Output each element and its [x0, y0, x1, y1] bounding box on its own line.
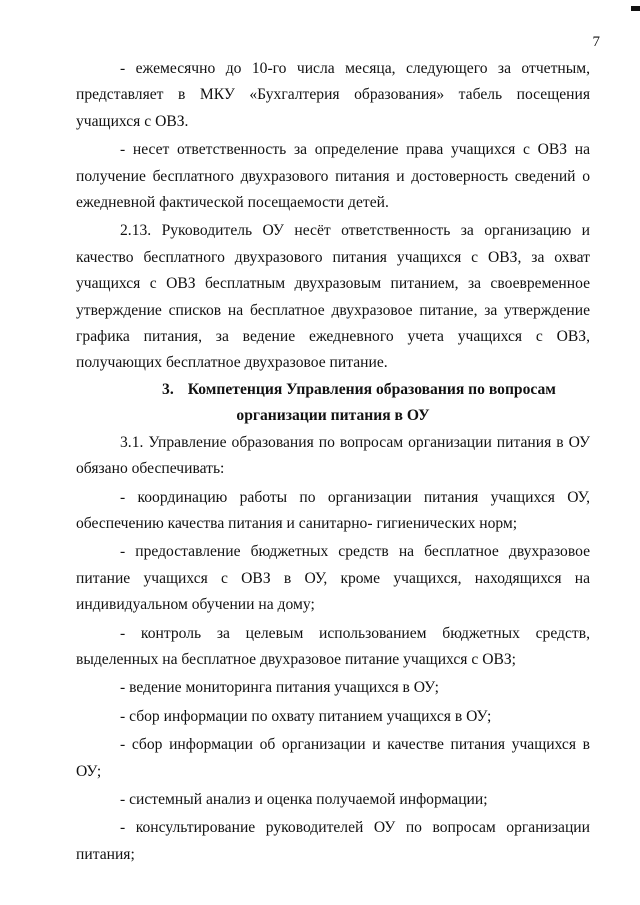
list-item-monitoring: - ведение мониторинга питания учащихся в ОУ; — [120, 679, 439, 697]
document-body — [76, 56, 590, 868]
section-3-heading-line1 — [76, 377, 590, 403]
page-number: 7 — [592, 34, 600, 50]
section-3-title-part1: Компетенция Управления образования по вопросам — [187, 380, 556, 398]
list-item-quality-info: - сбор информации об организации и качестве питания учащихся в ОУ; — [76, 736, 590, 780]
paragraph-monthly-report: - ежемесячно до 10-го числа месяца, следующего за отчетным, представляет в МКУ «Бухгалтерия образования» табель посещения учащихся с ОВЗ. — [76, 60, 590, 130]
section-3-heading-line2: организации питания в ОУ — [236, 407, 430, 425]
list-item-budget: - предоставление бюджетных средств на бесплатное двухразовое питание учащихся с ОВЗ в ОУ, кроме учащихся, находящихся на индивидуальном обучении на дому; — [76, 543, 590, 614]
list-item-coverage-info: - сбор информации по охвату питанием учащихся в ОУ; — [120, 707, 492, 725]
section-3-number: 3. — [162, 380, 174, 398]
list-item-control: - контроль за целевым использованием бюджетных средств, выделенных на бесплатное двухразовое питание учащихся с ОВЗ; — [76, 624, 590, 668]
paragraph-2-13: 2.13. Руководитель ОУ несёт ответственность за организацию и качество бесплатного двухразового питания учащихся с ОВЗ, за охват учащихся с ОВЗ бесплатным двухразовым питанием, за своевременное утверждение списков на бесплатное двухразовое питание, за утверждение графика питания, за ведение ежедневного учета учащихся с ОВЗ, получающих бесплатное двухразовое питание. — [76, 222, 590, 372]
paragraph-3-1: 3.1. Управление образования по вопросам организации питания в ОУ обязано обеспечивать: — [76, 433, 590, 478]
list-item-coordination: - координацию работы по организации питания учащихся ОУ, обеспечению качества питания и санитарно- гигиенических норм; — [76, 488, 590, 532]
paragraph-responsibility: - несет ответственность за определение права учащихся с ОВЗ на получение бесплатного двухразового питания и достоверность сведений о ежедневной фактической посещаемости детей. — [76, 141, 590, 212]
list-item-consulting: - консультирование руководителей ОУ по вопросам организации питания; — [76, 819, 590, 863]
corner-scan-mark — [631, 6, 640, 11]
list-item-analysis: - системный анализ и оценка получаемой информации; — [120, 790, 488, 808]
